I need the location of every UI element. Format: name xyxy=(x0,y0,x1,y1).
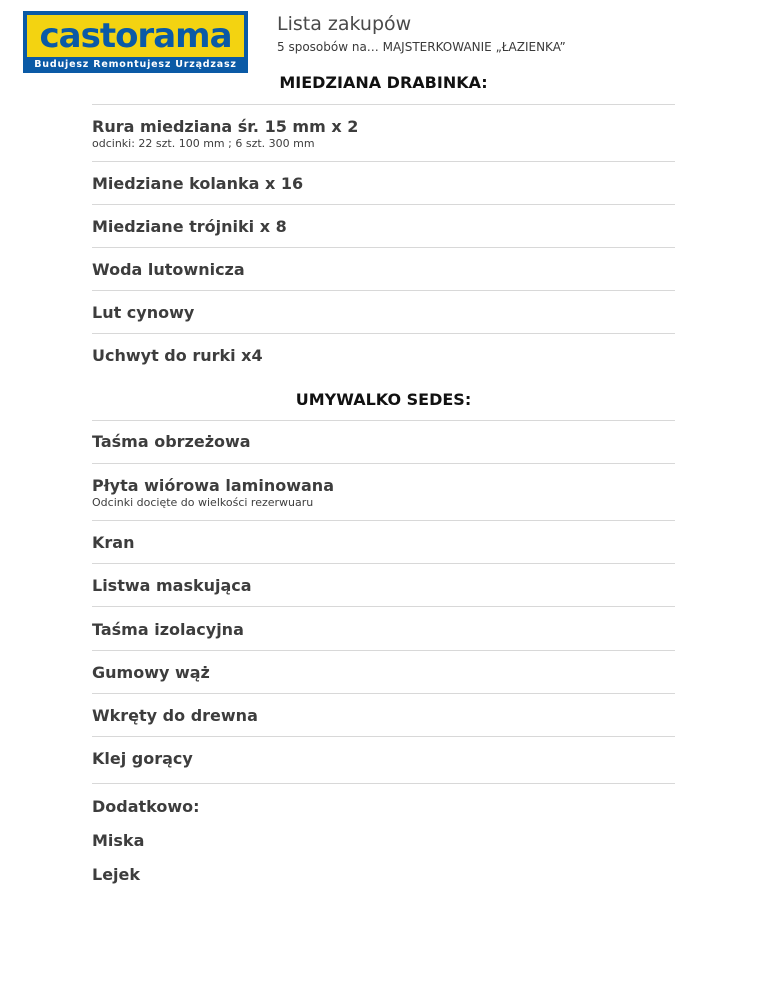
item-name: Klej gorący xyxy=(92,749,193,768)
logo-wordmark: castorama xyxy=(39,16,232,56)
logo-yellow-band xyxy=(27,15,244,57)
item-name: Wkręty do drewna xyxy=(92,706,258,725)
divider xyxy=(92,520,675,521)
item-name: Uchwyt do rurki x4 xyxy=(92,346,263,365)
item-name: Woda lutownicza xyxy=(92,260,245,279)
item-name: Rura miedziana śr. 15 mm x 2 xyxy=(92,117,359,136)
divider xyxy=(92,650,675,651)
castorama-logo xyxy=(23,11,248,73)
logo-tagline: Budujesz Remontujesz Urządzasz xyxy=(34,59,237,70)
list-item xyxy=(92,576,675,596)
item-note: odcinki: 22 szt. 100 mm ; 6 szt. 300 mm xyxy=(92,137,315,150)
divider xyxy=(92,783,675,784)
divider xyxy=(92,204,675,205)
list-item xyxy=(92,620,675,640)
divider xyxy=(92,563,675,564)
divider xyxy=(92,736,675,737)
item-name: Miedziane trójniki x 8 xyxy=(92,217,287,236)
list-item xyxy=(92,260,675,280)
page-subtitle: 5 sposobów na… MAJSTERKOWANIE „ŁAZIENKA” xyxy=(277,40,566,54)
item-name: Gumowy wąż xyxy=(92,663,210,682)
item-name: Kran xyxy=(92,533,135,552)
item-name: Lejek xyxy=(92,865,141,884)
list-item xyxy=(92,476,675,510)
item-name: Płyta wiórowa laminowana xyxy=(92,476,334,495)
list-item xyxy=(92,663,675,683)
divider xyxy=(92,247,675,248)
divider xyxy=(92,606,675,607)
divider xyxy=(92,693,675,694)
extra-heading-row xyxy=(92,797,675,817)
section-heading-washbasin: UMYWALKO SEDES: xyxy=(295,390,472,409)
list-item xyxy=(92,749,675,769)
list-item xyxy=(92,117,675,151)
item-name: Taśma obrzeżowa xyxy=(92,432,251,451)
list-item xyxy=(92,174,675,194)
item-name: Taśma izolacyjna xyxy=(92,620,244,639)
extra-heading: Dodatkowo: xyxy=(92,797,200,816)
list-item xyxy=(92,865,675,885)
item-name: Miska xyxy=(92,831,145,850)
item-note: Odcinki docięte do wielkości rezerwuaru xyxy=(92,496,314,509)
divider xyxy=(92,420,675,421)
page-title: Lista zakupów xyxy=(277,13,412,35)
divider xyxy=(92,290,675,291)
divider xyxy=(92,463,675,464)
divider xyxy=(92,161,675,162)
list-item xyxy=(92,432,675,452)
list-item xyxy=(92,346,675,366)
list-item xyxy=(92,217,675,237)
list-item xyxy=(92,533,675,553)
section-heading-copper-ladder: MIEDZIANA DRABINKA: xyxy=(279,73,488,92)
item-name: Miedziane kolanka x 16 xyxy=(92,174,304,193)
item-name: Lut cynowy xyxy=(92,303,195,322)
list-item xyxy=(92,706,675,726)
item-name: Listwa maskująca xyxy=(92,576,252,595)
divider xyxy=(92,333,675,334)
list-item xyxy=(92,303,675,323)
divider xyxy=(92,104,675,105)
list-item xyxy=(92,831,675,851)
